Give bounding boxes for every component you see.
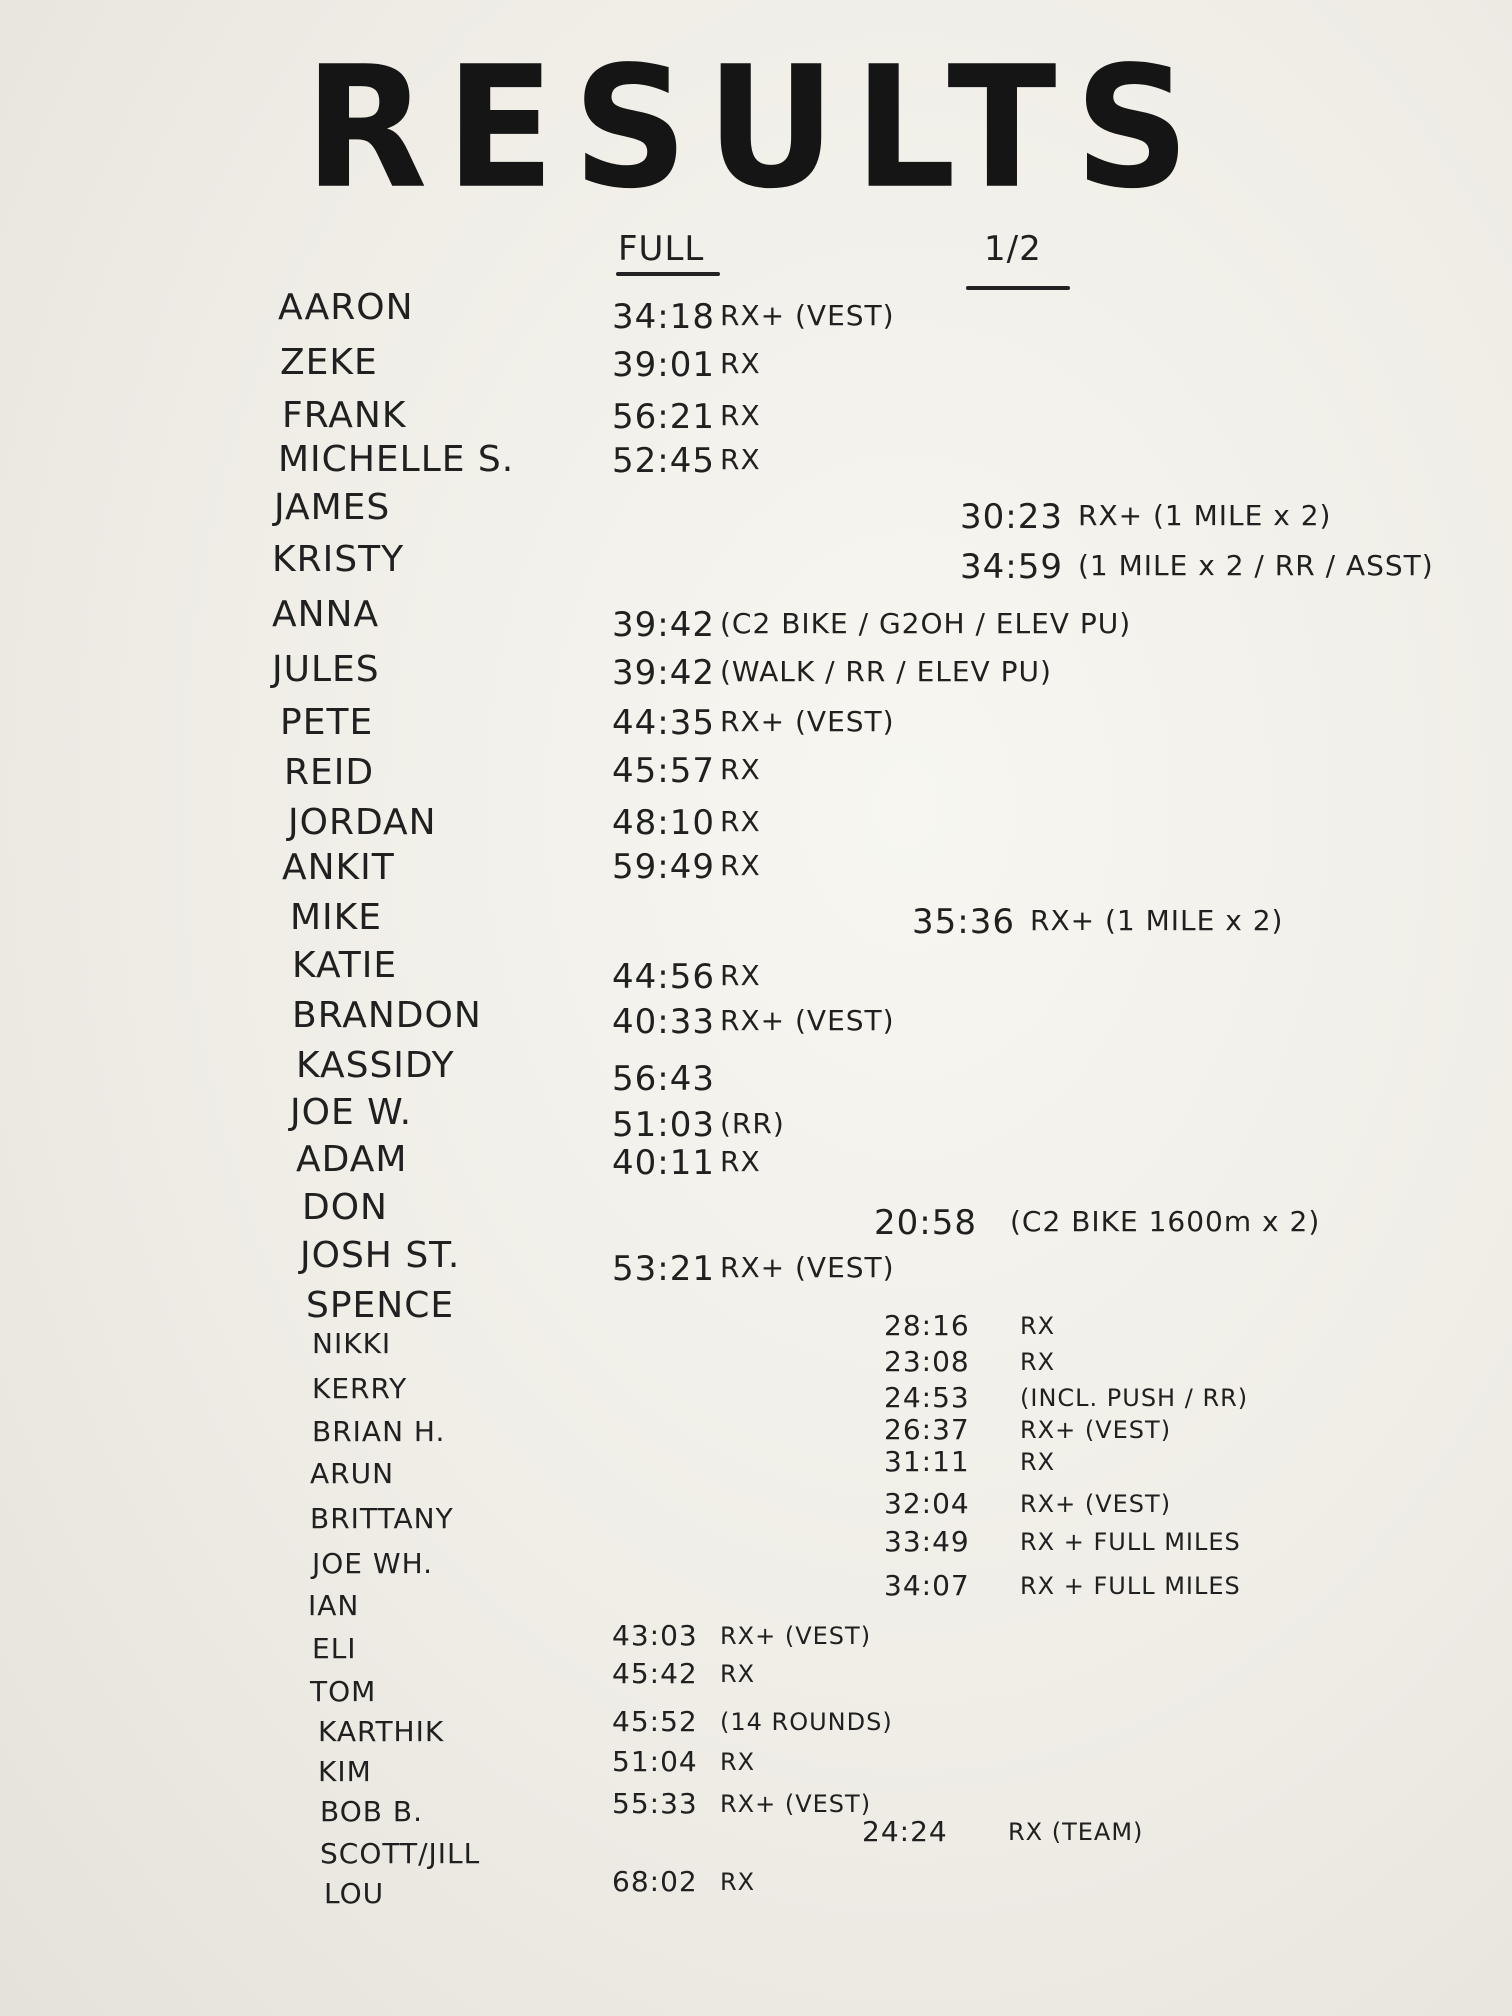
half-time: 30:23: [960, 497, 1063, 537]
full-note: RX: [720, 1868, 756, 1896]
full-note: RX+ (VEST): [720, 1622, 872, 1650]
row-name: KERRY: [312, 1372, 408, 1405]
full-time: 34:18: [612, 297, 715, 337]
full-time: 48:10: [612, 803, 715, 843]
row-name: ELI: [312, 1632, 357, 1665]
row-name: DON: [302, 1187, 388, 1228]
full-time: 56:43: [612, 1059, 715, 1099]
full-time: 40:33: [612, 1002, 715, 1042]
half-note: RX+ (VEST): [1020, 1490, 1172, 1518]
row-name: KRISTY: [272, 539, 405, 580]
half-time: 26:37: [884, 1413, 970, 1446]
header-half: 1/2: [984, 229, 1042, 269]
half-time: 31:11: [884, 1445, 970, 1478]
half-time: 20:58: [874, 1203, 977, 1243]
row-name: AARON: [278, 287, 414, 328]
full-time: 52:45: [612, 441, 715, 481]
row-name: ANKIT: [282, 847, 395, 888]
row-name: KATIE: [292, 945, 398, 986]
full-note: RX: [720, 399, 761, 432]
full-time: 53:21: [612, 1249, 715, 1289]
row-name: ADAM: [296, 1139, 408, 1180]
full-time: 68:02: [612, 1865, 698, 1898]
full-note: RX: [720, 753, 761, 786]
row-name: JOSH ST.: [300, 1235, 461, 1276]
row-name: BRIAN H.: [312, 1415, 446, 1448]
half-time: 24:24: [862, 1815, 948, 1848]
half-note: RX: [1020, 1448, 1056, 1476]
half-note: RX+ (1 MILE x 2): [1078, 499, 1332, 532]
row-name: MIKE: [290, 897, 383, 938]
full-time: 51:04: [612, 1745, 698, 1778]
board-title: RESULTS: [304, 29, 1208, 226]
half-note: RX + FULL MILES: [1020, 1572, 1241, 1600]
full-note: RX: [720, 1748, 756, 1776]
full-time: 59:49: [612, 847, 715, 887]
full-note: RX: [720, 959, 761, 992]
row-name: LOU: [324, 1877, 385, 1910]
row-name: FRANK: [282, 395, 407, 436]
full-note: (RR): [720, 1107, 785, 1140]
row-name: ANNA: [272, 594, 380, 635]
half-note: (C2 BIKE 1600m x 2): [1010, 1205, 1321, 1238]
row-name: JAMES: [274, 487, 391, 528]
header-full-underline: [616, 272, 720, 276]
full-note: RX+ (VEST): [720, 299, 895, 332]
row-name: SCOTT/JILL: [320, 1837, 481, 1870]
full-note: RX+ (VEST): [720, 705, 895, 738]
half-time: 24:53: [884, 1381, 970, 1414]
full-time: 55:33: [612, 1787, 698, 1820]
half-time: 33:49: [884, 1525, 970, 1558]
full-note: (C2 BIKE / G2OH / ELEV PU): [720, 607, 1132, 640]
half-note: RX+ (VEST): [1020, 1416, 1172, 1444]
half-time: 32:04: [884, 1487, 970, 1520]
full-time: 45:52: [612, 1705, 698, 1738]
full-time: 39:01: [612, 345, 715, 385]
half-time: 34:59: [960, 547, 1063, 587]
header-full: FULL: [618, 229, 705, 269]
half-note: (1 MILE x 2 / RR / ASST): [1078, 549, 1434, 582]
full-note: RX: [720, 1145, 761, 1178]
half-time: 35:36: [912, 902, 1015, 942]
full-note: (WALK / RR / ELEV PU): [720, 655, 1052, 688]
row-name: JOE WH.: [312, 1547, 434, 1580]
half-note: RX (TEAM): [1008, 1818, 1144, 1846]
full-note: RX: [720, 443, 761, 476]
half-time: 34:07: [884, 1569, 970, 1602]
full-note: RX+ (VEST): [720, 1004, 895, 1037]
half-time: 23:08: [884, 1345, 970, 1378]
row-name: KASSIDY: [296, 1045, 455, 1086]
half-note: (INCL. PUSH / RR): [1020, 1384, 1249, 1412]
half-note: RX: [1020, 1312, 1056, 1340]
row-name: ZEKE: [280, 342, 378, 383]
row-name: PETE: [280, 702, 374, 743]
full-time: 44:56: [612, 957, 715, 997]
full-time: 45:57: [612, 751, 715, 791]
full-time: 43:03: [612, 1619, 698, 1652]
row-name: JOE W.: [290, 1092, 413, 1133]
row-name: KARTHIK: [318, 1715, 445, 1748]
full-note: RX: [720, 849, 761, 882]
full-time: 40:11: [612, 1143, 715, 1183]
full-note: (14 ROUNDS): [720, 1708, 893, 1736]
row-name: NIKKI: [312, 1327, 392, 1360]
half-note: RX + FULL MILES: [1020, 1528, 1241, 1556]
row-name: BOB B.: [320, 1795, 423, 1828]
full-time: 56:21: [612, 397, 715, 437]
full-note: RX+ (VEST): [720, 1790, 872, 1818]
row-name: BRANDON: [292, 995, 482, 1036]
row-name: ARUN: [310, 1457, 395, 1490]
row-name: TOM: [310, 1675, 377, 1708]
full-note: RX: [720, 805, 761, 838]
full-time: 39:42: [612, 605, 715, 645]
row-name: REID: [284, 752, 375, 793]
full-note: RX: [720, 347, 761, 380]
full-note: RX: [720, 1660, 756, 1688]
half-note: RX: [1020, 1348, 1056, 1376]
row-name: KIM: [318, 1755, 372, 1788]
row-name: IAN: [308, 1589, 360, 1622]
full-note: RX+ (VEST): [720, 1251, 895, 1284]
full-time: 44:35: [612, 703, 715, 743]
half-time: 28:16: [884, 1309, 970, 1342]
full-time: 45:42: [612, 1657, 698, 1690]
full-time: 39:42: [612, 653, 715, 693]
full-time: 51:03: [612, 1105, 715, 1145]
row-name: SPENCE: [306, 1285, 455, 1326]
half-note: RX+ (1 MILE x 2): [1030, 904, 1284, 937]
row-name: JULES: [272, 649, 380, 690]
row-name: MICHELLE S.: [278, 439, 515, 480]
row-name: BRITTANY: [310, 1502, 454, 1535]
row-name: JORDAN: [288, 802, 437, 843]
header-half-underline: [966, 286, 1070, 290]
